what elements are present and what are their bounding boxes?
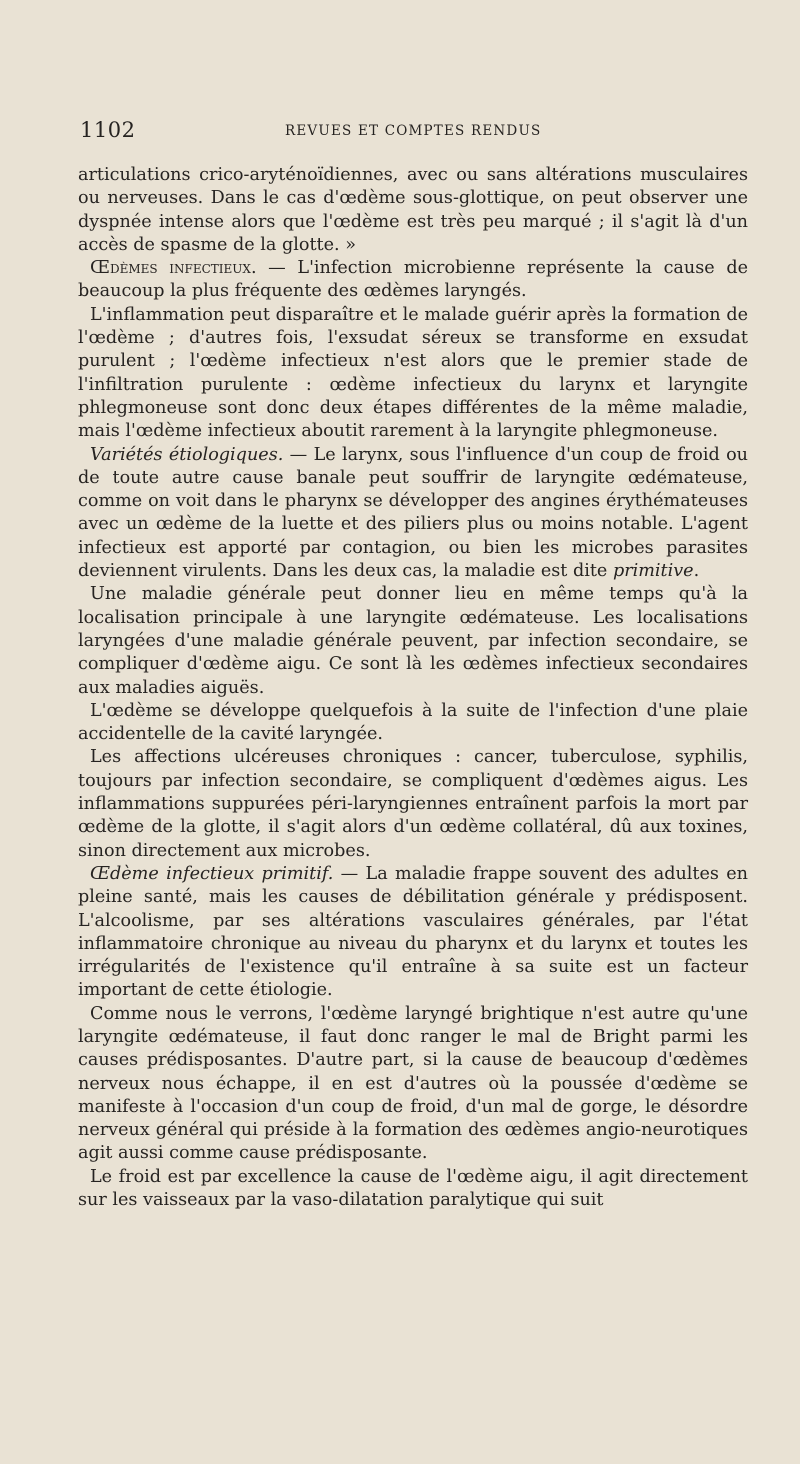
paragraph: articulations crico-aryténoïdiennes, avec ou sans altérations musculaires ou nerveuses. Dans le cas d'œdème sous-glottique, on peut observer une dyspnée intense alors que l'œdème est très peu marqué ; il s'agit là d'un accès de spasme de la glotte. »	[78, 165, 748, 255]
paragraph: Variétés étiologiques. — Le larynx, sous l'influence d'un coup de froid ou de toute autre cause banale peut souffrir de laryngite œdémateuse, comme on voit dans le pharynx se développer des angines érythémateuses avec un œdème de la luette et des piliers plus ou moins notable. L'agent infectieux est apporté par contagion, ou bien les microbes parasites deviennent virulents. Dans les deux cas, la maladie est dite primitive.	[78, 444, 748, 582]
page-number: 1102	[80, 118, 136, 142]
paragraph: Œdème infectieux primitif. — La maladie frappe souvent des adultes en pleine santé, mais les causes de débilitation générale y prédisposent. L'alcoolisme, par ses altérations vasculaires générales, par l'état inflammatoire chronique au niveau du pharynx et du larynx et toutes les irrégularités de l'existence qu'il entraîne à sa suite est un facteur important de cette étiologie.	[78, 863, 748, 1001]
paragraph: Les affections ulcéreuses chroniques : cancer, tuberculose, syphilis, toujours par infection secondaire, se compliquent d'œdèmes aigus. Les inflammations suppurées péri-laryngiennes entraînent parfois la mort par œdème de la glotte, il s'agit alors d'un œdème collatéral, dû aux toxines, sinon directement aux microbes.	[78, 747, 748, 861]
running-title: REVUES ET COMPTES RENDUS	[285, 123, 542, 139]
paragraph: Le froid est par excellence la cause de l'œdème aigu, il agit directement sur les vaisseaux par la vaso-dilatation paralytique qui suit	[78, 1166, 748, 1211]
section-heading: Œdème infectieux primitif.	[90, 863, 334, 884]
page-header	[80, 118, 748, 148]
section-heading: Variétés étiologiques.	[90, 444, 284, 465]
section-heading: Œdèmes infectieux.	[90, 258, 257, 279]
paragraph: Une maladie générale peut donner lieu en même temps qu'à la localisation principale à une laryngite œdémateuse. Les localisations laryngées d'une maladie générale peuvent, par infection secondaire, se compliquer d'œdème aigu. Ce sont là les œdèmes infectieux secondaires aux maladies aiguës.	[78, 584, 748, 698]
paragraph: Œdèmes infectieux. — L'infection microbienne représente la cause de beaucoup la plus fréquente des œdèmes laryngés.	[78, 258, 748, 302]
paragraph: Comme nous le verrons, l'œdème laryngé brightique n'est autre qu'une laryngite œdémateuse, il faut donc ranger le mal de Bright parmi les causes prédisposantes. D'autre part, si la cause de beaucoup d'œdèmes nerveux nous échappe, il en est d'autres où la poussée d'œdème se manifeste à l'occasion d'un coup de froid, d'un mal de gorge, le désordre nerveux général qui préside à la formation des œdèmes angio-neurotiques agit aussi comme cause prédisposante.	[78, 1003, 748, 1164]
body-text	[78, 164, 748, 1212]
paragraph: L'inflammation peut disparaître et le malade guérir après la formation de l'œdème ; d'autres fois, l'exsudat séreux se transforme en exsudat purulent ; l'œdème infectieux n'est alors que le premier stade de l'infiltration purulente : œdème infectieux du larynx et laryngite phlegmoneuse sont donc deux étapes différentes de la même maladie, mais l'œdème infectieux aboutit rarement à la laryngite phlegmoneuse.	[78, 304, 748, 442]
paragraph: L'œdème se développe quelquefois à la suite de l'infection d'une plaie accidentelle de la cavité laryngée.	[78, 700, 748, 745]
